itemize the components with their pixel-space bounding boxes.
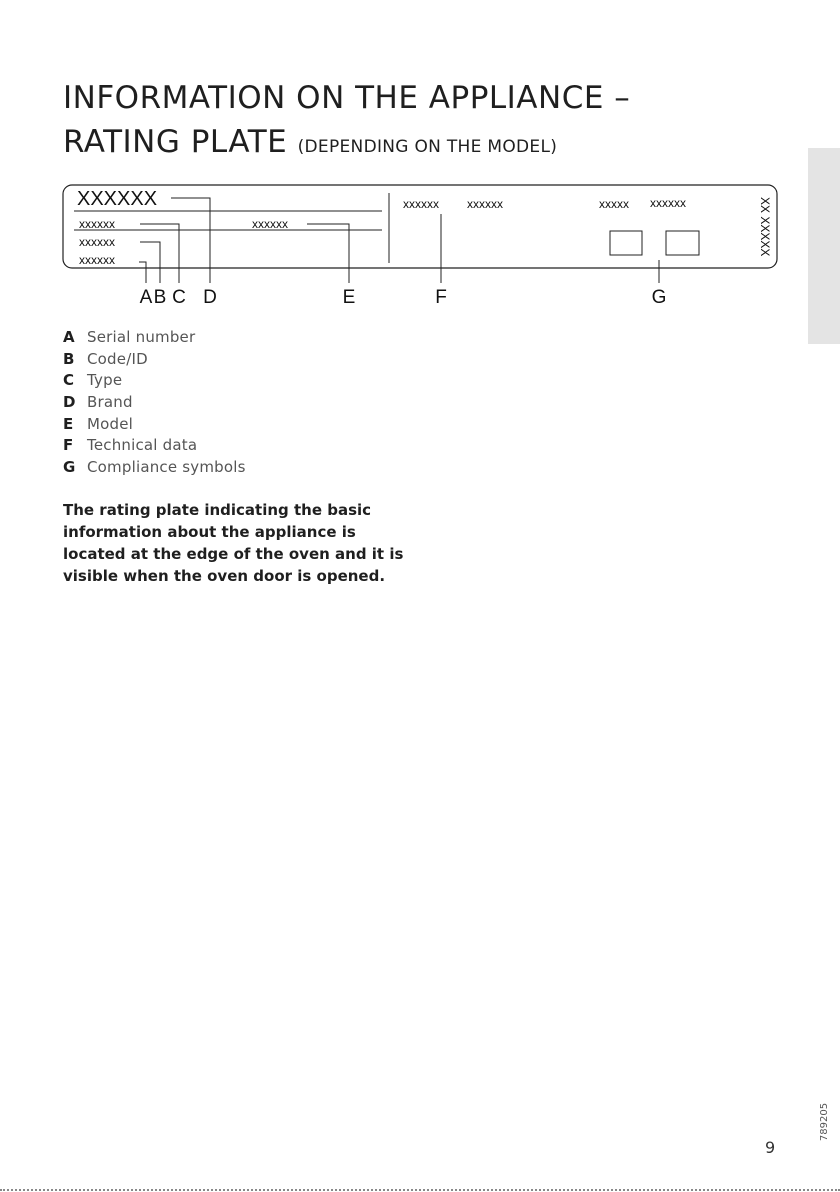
legend-item [63, 414, 246, 436]
legend-item [63, 370, 246, 392]
legend-item [63, 435, 246, 457]
plate-field-a: xxxxxx [79, 253, 115, 267]
compliance-symbol-box-1 [610, 231, 642, 255]
legend-text: Compliance symbols [87, 458, 246, 477]
plate-model-field: xxxxxx [252, 217, 288, 231]
callout-d: D [203, 287, 217, 308]
plate-symbols-field-1: xxxxx [599, 197, 629, 211]
callout-e: E [342, 287, 356, 308]
callout-f: F [435, 287, 447, 308]
rating-plate-svg [62, 183, 780, 308]
legend-text: Model [87, 414, 134, 433]
plate-vertical-field: XX XXXXX [758, 197, 772, 257]
plate-symbols-field-2: xxxxxx [650, 196, 686, 210]
legend-key: C [63, 371, 75, 390]
leader-a [139, 262, 146, 283]
page-number: 9 [765, 1138, 776, 1157]
bottom-dotted-rule [0, 1189, 840, 1191]
legend-item [63, 392, 246, 414]
rating-plate-note: The rating plate indicating the basic information about the appliance is located at the edge of the oven and it is visible when the oven door is opened. [63, 501, 404, 585]
legend-text: Serial number [87, 328, 196, 346]
legend-key: D [63, 393, 76, 412]
legend-list [63, 327, 246, 479]
legend-text: Brand [87, 393, 133, 412]
legend-text: Type [87, 371, 123, 390]
page-title [63, 76, 630, 169]
legend-text: Technical data [87, 436, 198, 455]
legend-key: A [63, 328, 75, 346]
document-code: 789205 [818, 1102, 830, 1142]
callout-c: C [172, 287, 186, 308]
leader-e [307, 224, 349, 283]
legend-item [63, 457, 246, 479]
callout-b: B [153, 287, 167, 308]
plate-brand-text: XXXXXX [77, 188, 158, 210]
legend-key: G [63, 458, 76, 477]
legend-item [63, 349, 246, 371]
legend-text: Code/ID [87, 349, 148, 368]
plate-tech-field-2: xxxxxx [467, 197, 503, 211]
legend-key: E [63, 414, 74, 433]
rating-plate-diagram [62, 183, 780, 312]
title-line-1: INFORMATION ON THE APPLIANCE – [63, 80, 631, 116]
plate-tech-field-1: xxxxxx [403, 197, 439, 211]
legend-key: B [63, 349, 75, 368]
plate-field-b: xxxxxx [79, 235, 115, 249]
legend-item [63, 327, 246, 349]
callout-g: G [651, 287, 667, 308]
callout-a: A [139, 287, 153, 308]
legend-key: F [63, 436, 74, 455]
title-subtitle: (DEPENDING ON THE MODEL) [297, 137, 558, 157]
title-line-2: RATING PLATE [63, 124, 288, 160]
plate-field-c: xxxxxx [79, 217, 115, 231]
section-side-tab [808, 148, 840, 344]
compliance-symbol-box-2 [666, 231, 699, 255]
